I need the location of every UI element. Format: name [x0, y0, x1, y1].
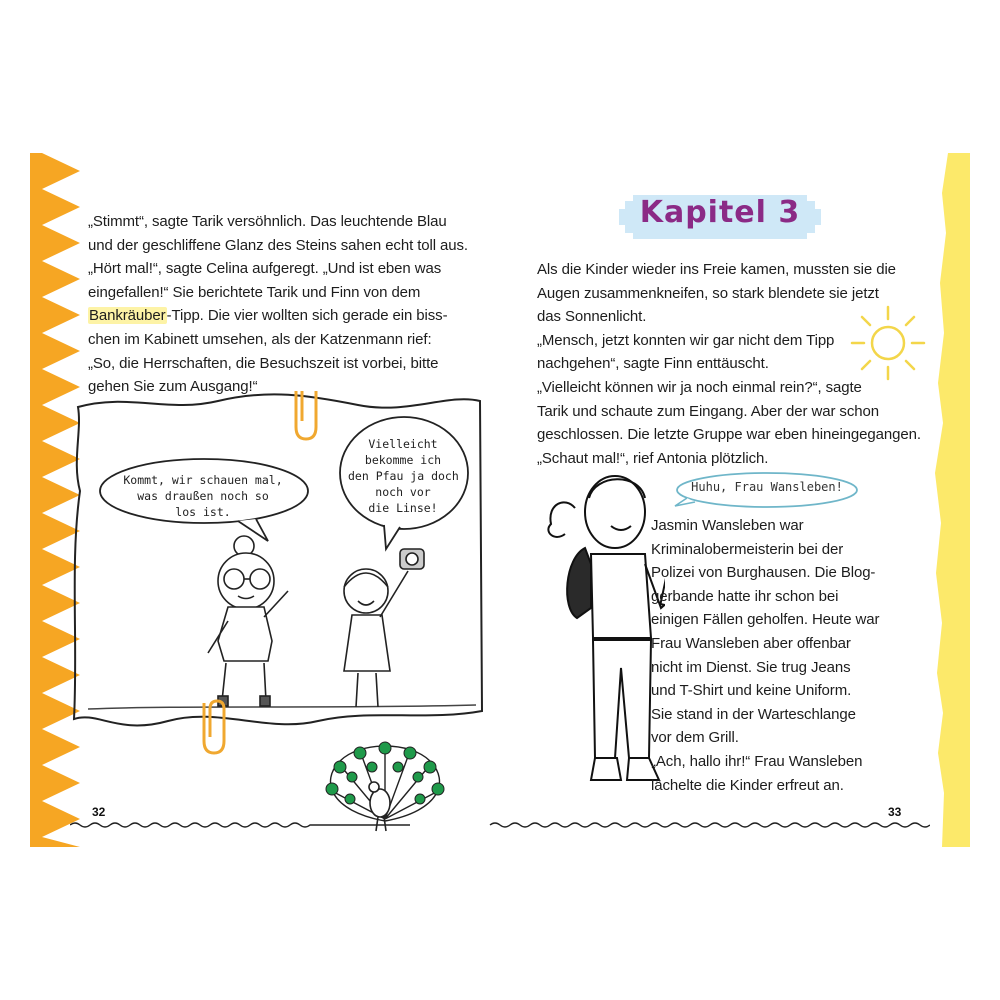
text-line: Als die Kinder wieder ins Freie kamen, mussten sie die — [537, 261, 896, 278]
yellow-brush-band — [934, 153, 970, 847]
bubble-line: noch vor — [375, 485, 431, 499]
text-line: Sie stand in der Warteschlange — [651, 705, 856, 723]
text-line: „So, die Herrschaften, die Besuchszeit ist vorbei, bitte — [88, 354, 439, 372]
text-line: vor dem Grill. — [651, 729, 739, 747]
text-line: und der geschliffene Glanz des Steins sahen echt toll aus. — [88, 236, 469, 254]
bubble-line: Vielleicht — [368, 437, 438, 451]
page-number-left: 32 — [92, 805, 106, 819]
text-line: „Vielleicht können wir ja noch einmal rein?“, sagte — [537, 378, 862, 396]
text-line-with-highlight — [88, 304, 468, 328]
text-line: Frau Wansleben aber offenbar — [651, 634, 851, 652]
book-spread — [30, 153, 970, 847]
text-line: nicht im Dienst. Sie trug Jeans — [651, 658, 851, 676]
chapter-title: Kapitel 3 — [639, 195, 801, 230]
text-line: das Sonnenlicht. — [537, 308, 647, 326]
text-line: „Mensch, jetzt konnten wir gar nicht dem Tipp — [537, 331, 835, 349]
text-line: nachgehen“, sagte Finn enttäuscht. — [537, 355, 769, 373]
bubble-line: was draußen noch so — [137, 489, 269, 503]
text-line: „Stimmt“, sagte Tarik versöhnlich. Das leuchtende Blau — [88, 213, 447, 230]
bubble-line: Kommt, wir schauen mal, — [123, 473, 283, 487]
text-line: -Tipp. Die vier wollten sich gerade ein biss- — [166, 307, 448, 325]
bubble-line: die Linse! — [368, 501, 438, 515]
text-line: „Hört mal!“, sagte Celina aufgeregt. „Und ist eben was — [88, 260, 442, 278]
text-line: geschlossen. Die letzte Gruppe war eben hineingegangen. — [537, 426, 921, 444]
text-line: lächelte die Kinder erfreut an. — [651, 776, 844, 794]
left-page-text — [88, 210, 468, 399]
text-line: eingefallen!“ Sie berichtete Tarik und Finn von dem — [88, 283, 421, 301]
text-line: und T-Shirt und keine Uniform. — [651, 682, 852, 700]
bubble-line: den Pfau ja doch — [348, 469, 459, 483]
peacock-illustration — [320, 741, 450, 833]
right-page-text-wrap — [651, 514, 879, 797]
bubble-line: bekomme ich — [364, 453, 442, 467]
speech-bubble-huhu-text: Huhu, Frau Wansleben! — [691, 480, 843, 494]
text-line: chen im Kabinett umsehen, als der Katzenmann rief: — [88, 330, 432, 348]
speech-bubble-right — [348, 436, 458, 516]
speech-bubble-left — [110, 472, 296, 520]
woman-with-phone-illustration — [535, 468, 665, 798]
text-line: „Schaut mal!“, rief Antonia plötzlich. — [537, 449, 769, 467]
text-line: gehen Sie zum Ausgang!“ — [88, 378, 258, 396]
text-line: Polizei von Burghausen. Die Blog- — [651, 564, 876, 582]
text-line: gerbande hatte ihr schon bei — [651, 587, 839, 605]
text-line: Augen zusammenkneifen, so stark blendete sie jetzt — [537, 284, 879, 302]
bubble-line: los ist. — [175, 505, 231, 519]
page-number-right: 33 — [888, 805, 902, 819]
right-page-text-top — [537, 258, 921, 470]
bottom-wavy-rule — [70, 821, 930, 829]
text-line: einigen Fällen geholfen. Heute war — [651, 611, 880, 629]
text-line: „Ach, hallo ihr!“ Frau Wansleben — [651, 752, 863, 770]
text-line: Kriminalobermeisterin bei der — [651, 540, 844, 558]
highlighted-word: Bankräuber — [89, 307, 166, 325]
text-line: Tarik und schaute zum Eingang. Aber der war schon — [537, 402, 879, 420]
text-line: Jasmin Wansleben war — [651, 517, 804, 534]
